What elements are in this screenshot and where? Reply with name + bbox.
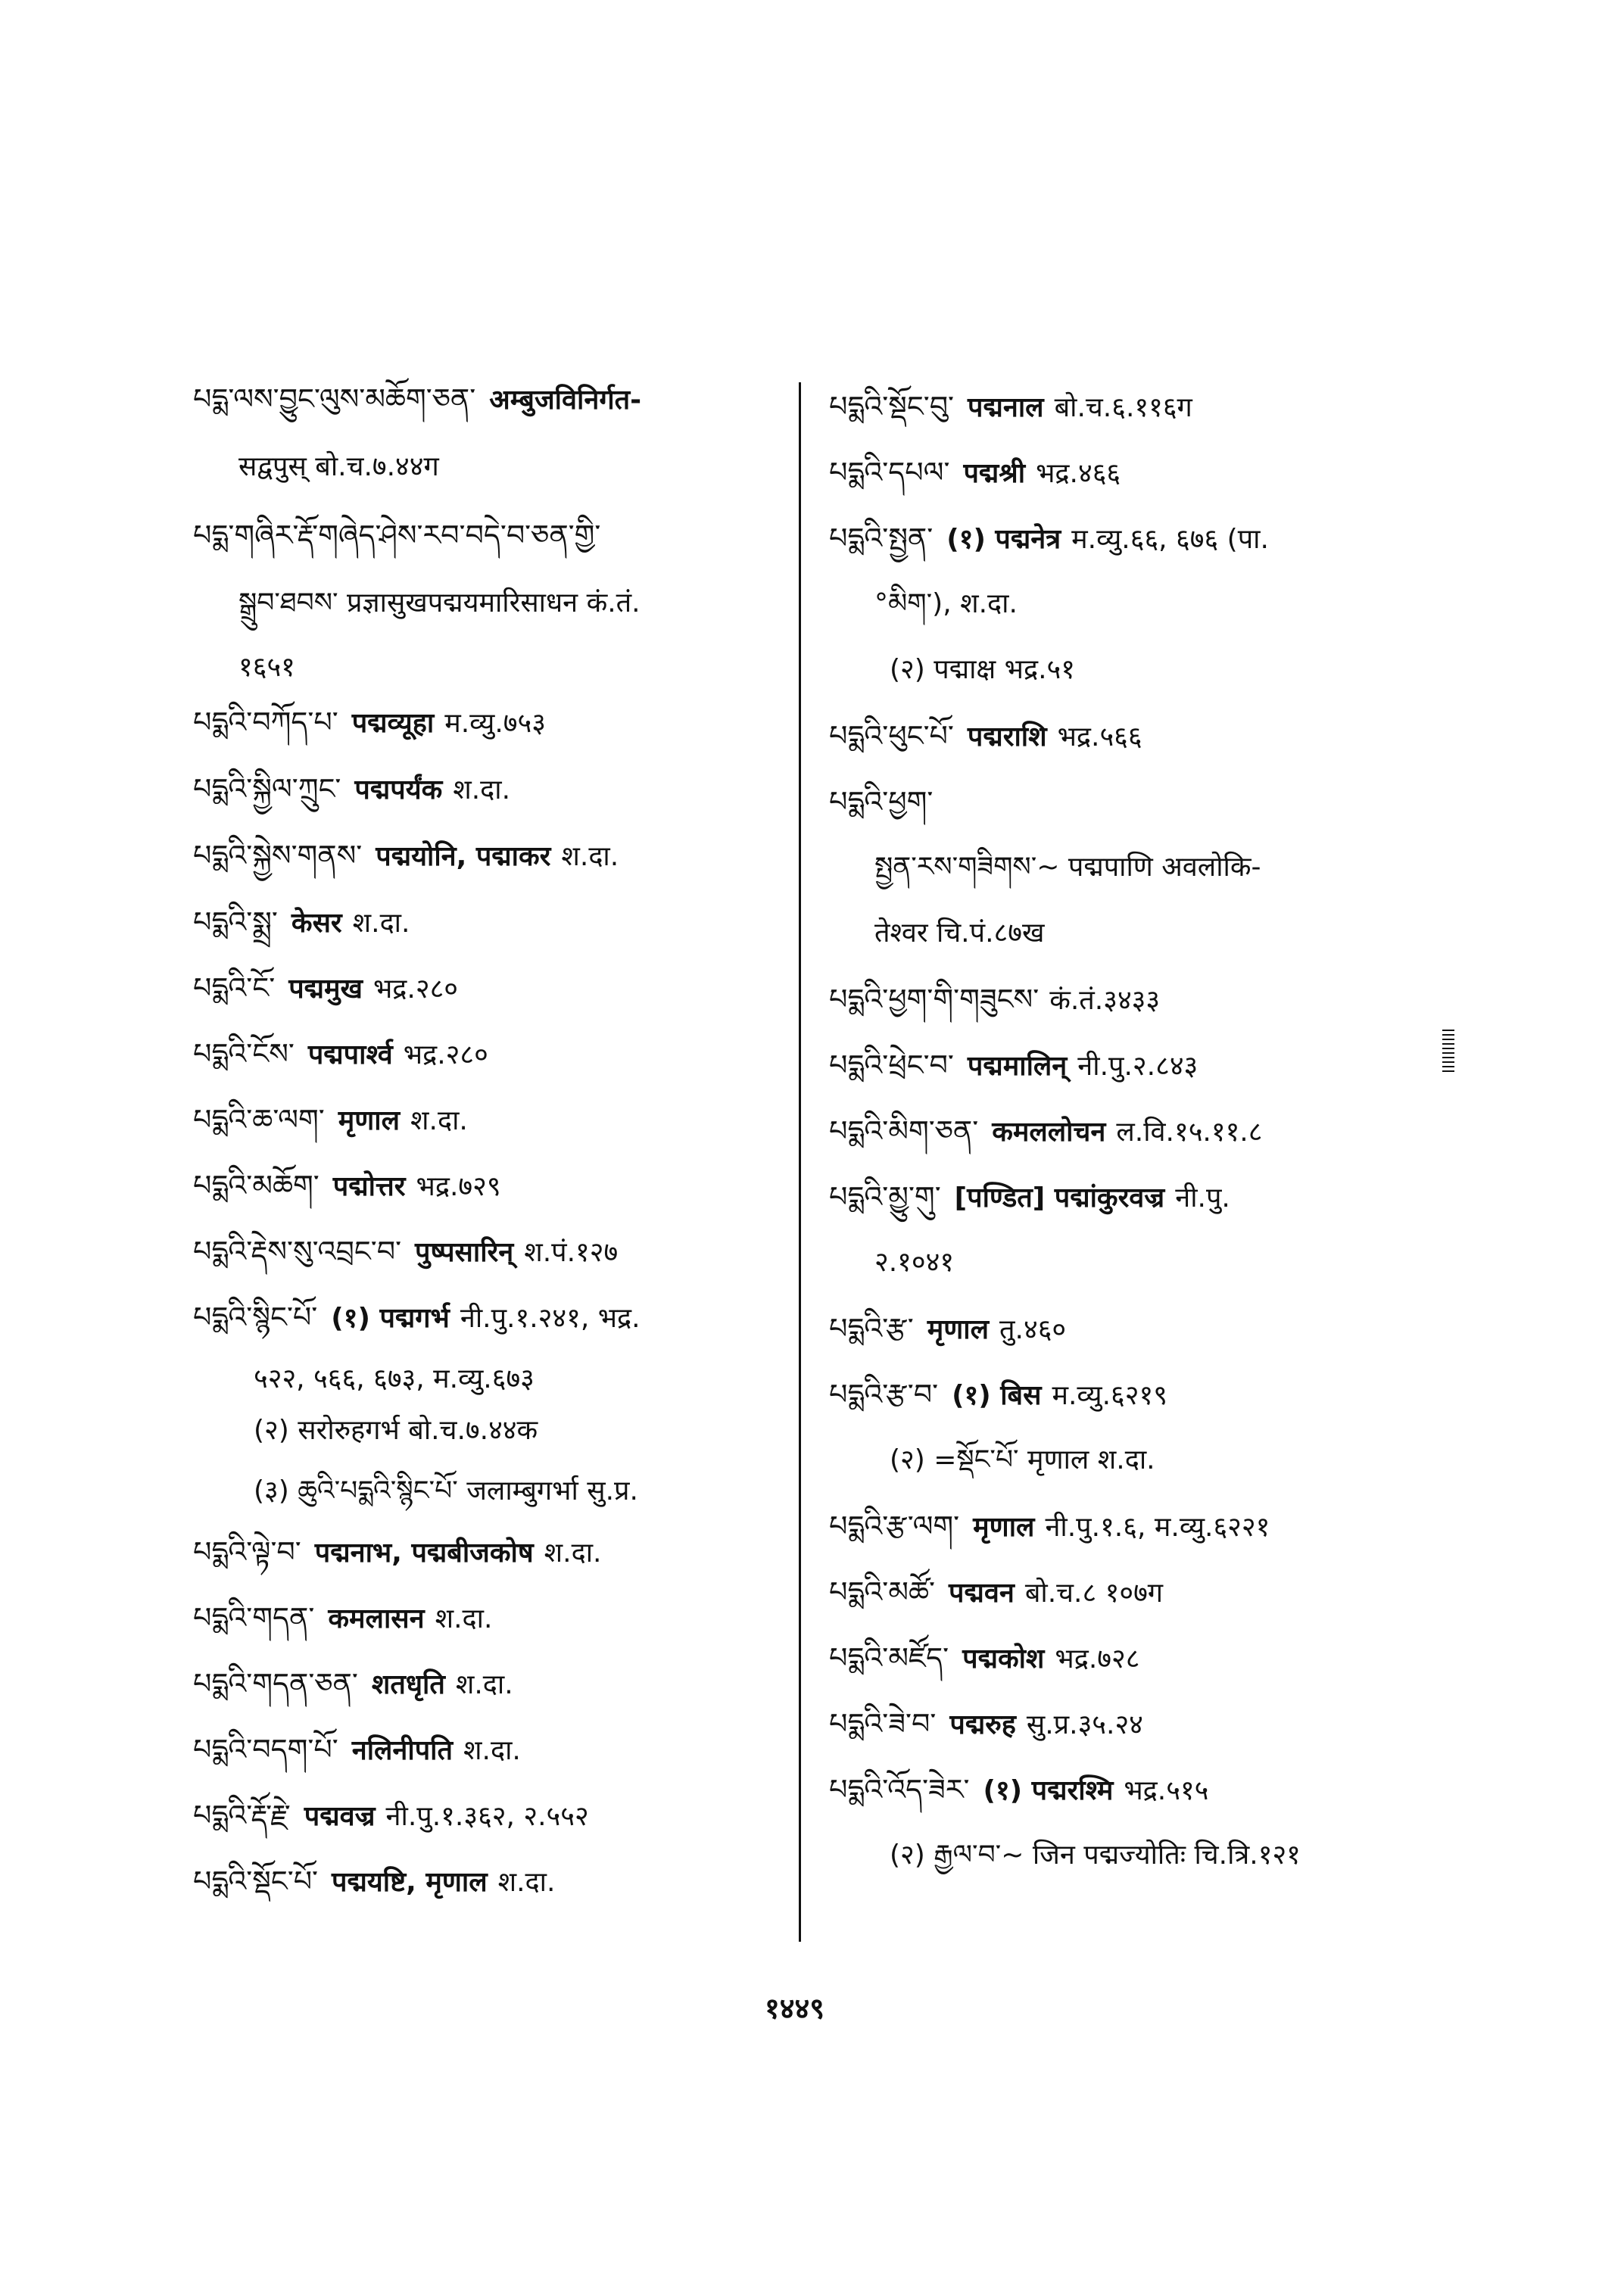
dictionary-entry <box>829 785 933 820</box>
source-reference: भद्र.५१५ <box>1124 1775 1209 1806</box>
dictionary-entry <box>193 839 619 874</box>
tibetan-headword: པདྨའི་ཟེ་བ་ <box>829 1707 937 1740</box>
sanskrit-equivalent: पद्मपर्यंक <box>354 774 443 805</box>
source-reference: भद्र.२८० <box>373 974 459 1005</box>
source-reference: सु.प्र.३५.२४ <box>1026 1709 1143 1740</box>
dictionary-entry <box>193 1103 468 1138</box>
tibetan-headword: པདྨའི་ངོ་ <box>193 971 276 1005</box>
entry-continuation: (३) ཆུའི་པདྨའི་སྙིང་པོ་ जलाम्बुगर्भा सु.प्र. <box>254 1475 638 1506</box>
tibetan-headword: པདྨའི་དཔལ་ <box>829 456 950 489</box>
dictionary-entry <box>193 905 410 940</box>
source-reference: श.दा. <box>453 774 511 805</box>
sanskrit-equivalent: (१) पद्मरश्मि <box>983 1775 1114 1806</box>
source-reference: म.व्यु.६६, ६७६ (पा. <box>1071 524 1269 555</box>
source-reference: म.व्यु.६२१९ <box>1052 1380 1167 1411</box>
dictionary-entry <box>829 1509 1270 1544</box>
tibetan-headword: པདྨའི་ཕུང་པོ་ <box>829 719 954 752</box>
source-reference: श.दा. <box>544 1537 602 1569</box>
dictionary-entry <box>193 971 458 1006</box>
tibetan-headword: པདྨའི་ངོས་ <box>193 1037 295 1070</box>
entry-continuation: सद्वपुस् बो.च.७.४४ग <box>238 451 439 482</box>
tibetan-headword: པདྨའི་མཛོད་ <box>829 1641 949 1675</box>
dictionary-entry <box>193 1037 488 1072</box>
tibetan-headword: པདྨའི་སྤྱན་ <box>829 522 934 555</box>
tibetan-headword: པདྨའི་བདག་པོ་ <box>193 1733 338 1766</box>
source-reference: म.व्यु.७५३ <box>444 708 546 739</box>
source-reference: श.दा. <box>410 1105 468 1136</box>
tibetan-headword: པདྨའི་ལྟེ་བ་ <box>193 1535 301 1569</box>
tibetan-headword: པདྨའི་འོད་ཟེར་ <box>829 1773 970 1806</box>
tibetan-headword: པདྨའི་མཆོག་ <box>193 1169 320 1202</box>
tibetan-headword: པདྨའི་རྩ་ལག་ <box>829 1509 960 1543</box>
sanskrit-equivalent: कमलासन <box>328 1603 425 1634</box>
entry-continuation: སྤྱན་རས་གཟིགས་~ पद्मपाणि अवलोकि- <box>874 852 1261 883</box>
dictionary-entry <box>193 772 510 807</box>
tibetan-headword: པདྨའི་མིག་ཅན་ <box>829 1114 979 1148</box>
tibetan-headword: པདྨ་གཞིར་རྡོ་གཞེད་ཤེས་རབ་བདེ་བ་ཅན་གྱི་ <box>193 519 601 552</box>
entry-continuation: ५२२, ५६६, ६७३, म.व्यु.६७३ <box>254 1363 535 1394</box>
sanskrit-equivalent: पद्मनाल <box>968 392 1044 423</box>
tibetan-headword: པདྨའི་སྐྱིལ་ཀྲུང་ <box>193 772 341 805</box>
tibetan-headword: པདྨའི་སྙིང་པོ་ <box>193 1301 318 1334</box>
dictionary-entry <box>829 1773 1208 1808</box>
sanskrit-equivalent: अम्बुजविनिर्गत- <box>489 385 642 416</box>
dictionary-entry <box>193 1301 641 1335</box>
dictionary-entry <box>193 1667 513 1702</box>
source-reference: भद्र.२८० <box>403 1039 488 1070</box>
entry-continuation: (२) सरोरुहगर्भ बो.च.७.४४क <box>254 1415 538 1446</box>
entry-continuation: སྒྲུབ་ཐབས་ प्रज्ञासुखपद्मयमारिसाधन कं.तं. <box>238 587 641 618</box>
source-reference: श.दा. <box>497 1867 556 1898</box>
sanskrit-equivalent: पद्मरुह <box>949 1709 1016 1740</box>
entry-continuation: (२) पद्माक्ष भद्र.५१ <box>890 654 1075 685</box>
tibetan-headword: པདྨའི་ཕྲེང་བ་ <box>829 1048 954 1082</box>
tibetan-headword: པདྨ་ལས་བྱུང་ལུས་མཆོག་ཅན་ <box>193 382 476 416</box>
sanskrit-equivalent: पद्मयष्टि, मृणाल <box>332 1867 488 1898</box>
sanskrit-equivalent: पद्मोत्तर <box>332 1171 406 1202</box>
dictionary-entry <box>193 1601 492 1636</box>
source-reference: श.दा. <box>561 841 619 872</box>
sanskrit-equivalent: पद्मवन <box>949 1578 1015 1609</box>
source-reference: श.दा. <box>463 1735 521 1766</box>
dictionary-entry <box>193 1865 555 1899</box>
entry-continuation: १६५१ <box>238 652 295 683</box>
source-reference: श.दा. <box>455 1669 513 1700</box>
tibetan-headword: པདྨའི་གདན་ <box>193 1601 315 1634</box>
sanskrit-equivalent: (१) पद्मगर्भ <box>331 1303 450 1334</box>
sanskrit-equivalent: शतधृति <box>371 1669 445 1700</box>
source-reference: श.दा. <box>352 908 410 939</box>
sanskrit-equivalent: पद्मयोनि, पद्माकर <box>376 841 551 872</box>
tibetan-headword: པདྨའི་ཆ་ལག་ <box>193 1103 325 1136</box>
tibetan-headword: པདྨའི་ཕྱག་གི་གཟུངས་ <box>829 983 1040 1016</box>
entry-continuation: °མིག་), श.दा. <box>874 588 1018 619</box>
source-reference: नी.पु.१.३६२, २.५५२ <box>385 1801 589 1832</box>
source-reference: नी.पु.२.८४३ <box>1077 1051 1199 1082</box>
dictionary-entry <box>829 1114 1262 1149</box>
source-reference: नी.पु. <box>1175 1182 1230 1213</box>
dictionary-entry <box>829 522 1269 556</box>
tibetan-headword: པདྨའི་གདན་ཅན་ <box>193 1667 358 1700</box>
source-reference: नी.पु.१.६, म.व्यु.६२२१ <box>1045 1512 1270 1543</box>
sanskrit-equivalent: पद्मव्यूहा <box>351 708 435 739</box>
sanskrit-equivalent: (१) पद्मनेत्र <box>946 524 1061 555</box>
sanskrit-equivalent: पद्ममुख <box>288 974 363 1005</box>
sanskrit-equivalent: पद्मपार्श्व <box>307 1039 393 1070</box>
source-reference: भद्र.७२९ <box>416 1171 501 1202</box>
source-reference: कं.तं.३४३३ <box>1049 985 1161 1016</box>
sanskrit-equivalent: पद्मकोश <box>962 1643 1045 1675</box>
tibetan-headword: པདྨའི་རྩ་བ་ <box>829 1378 939 1411</box>
sanskrit-equivalent: [पण्डित] पद्मांकुरवज्र <box>954 1182 1165 1213</box>
dictionary-entry <box>193 1169 501 1204</box>
tibetan-headword: པདྨའི་བཀོད་པ་ <box>193 706 338 739</box>
tibetan-headword: པདྨའི་སྡོང་བུ་ <box>829 390 955 423</box>
tibetan-headword: པདྨའི་ཕྱག་ <box>829 785 934 818</box>
dictionary-entry <box>829 456 1121 491</box>
sanskrit-equivalent: पुष्पसारिन् <box>415 1237 514 1268</box>
dictionary-entry <box>193 1733 521 1768</box>
tibetan-headword: པདྨའི་མཚོ་ <box>829 1575 935 1609</box>
tibetan-headword: པདྨའི་སྨྲ་ <box>193 905 278 939</box>
dictionary-entry <box>829 1575 1163 1610</box>
dictionary-entry <box>193 382 641 417</box>
page-number: १४४९ <box>765 1992 825 2025</box>
dictionary-entry <box>829 1641 1139 1676</box>
sanskrit-equivalent: पद्मवज्र <box>304 1801 376 1832</box>
source-reference: श.पं.१२७ <box>524 1237 619 1268</box>
source-reference: भद्र.४६६ <box>1036 458 1121 489</box>
source-reference: भद्र.७२८ <box>1055 1643 1140 1675</box>
dictionary-entry <box>193 1235 618 1270</box>
tibetan-headword: པདྨའི་སྐྱེས་གནས་ <box>193 839 363 872</box>
sanskrit-equivalent: पद्मराशि <box>967 721 1047 752</box>
dictionary-entry <box>829 1378 1167 1413</box>
source-reference: ल.वि.१५.११.८ <box>1116 1117 1263 1148</box>
source-reference: बो.च.८ १०७ग <box>1024 1578 1164 1609</box>
sanskrit-equivalent: मृणाल <box>338 1105 401 1136</box>
sanskrit-equivalent: कमललोचन <box>992 1117 1106 1148</box>
source-reference: बो.च.६.११६ग <box>1054 392 1192 423</box>
sanskrit-equivalent: पद्मश्री <box>963 458 1026 489</box>
dictionary-entry <box>829 1707 1143 1742</box>
source-reference: नी.पु.१.२४१, भद्र. <box>460 1303 641 1334</box>
column-divider <box>799 382 801 1942</box>
dictionary-entry <box>193 1535 601 1570</box>
tibetan-headword: པདྨའི་སྡོང་པོ་ <box>193 1865 319 1898</box>
tibetan-headword: པདྨའི་རྡེས་སུ་འབྲང་བ་ <box>193 1235 402 1268</box>
source-reference: तु.४६० <box>999 1314 1067 1345</box>
entry-continuation: (२) =སྡོང་པོ་ मृणाल श.दा. <box>890 1444 1155 1475</box>
tibetan-headword: པདྨའི་མྱུ་གུ་ <box>829 1180 941 1213</box>
dictionary-entry <box>829 1180 1230 1215</box>
sanskrit-equivalent: केसर <box>291 908 342 939</box>
entry-continuation: तेश्वर चि.पं.८७ख <box>874 918 1045 949</box>
dictionary-entry <box>193 706 546 740</box>
source-reference: श.दा. <box>435 1603 493 1634</box>
dictionary-entry <box>829 390 1192 425</box>
dictionary-entry <box>193 1799 589 1833</box>
sanskrit-equivalent: पद्मनाभ, पद्मबीजकोष <box>314 1537 534 1569</box>
dictionary-entry <box>829 1048 1198 1083</box>
sanskrit-equivalent: पद्ममालिन् <box>967 1051 1068 1082</box>
sanskrit-equivalent: (१) बिस <box>952 1380 1042 1411</box>
dictionary-entry <box>829 719 1142 754</box>
entry-continuation: २.१०४१ <box>874 1247 955 1278</box>
sanskrit-equivalent: नलिनीपति <box>351 1735 454 1766</box>
dictionary-entry <box>193 519 600 553</box>
source-reference: भद्र.५६६ <box>1057 721 1142 752</box>
tibetan-headword: པདྨའི་རྩ་ <box>829 1312 914 1345</box>
sanskrit-equivalent: मृणाल <box>927 1314 990 1345</box>
dictionary-entry <box>829 983 1160 1017</box>
dictionary-entry <box>829 1312 1066 1347</box>
tibetan-headword: པདྨའི་རྡོ་རྗེ་ <box>193 1799 291 1832</box>
margin-mark <box>1442 1030 1454 1075</box>
sanskrit-equivalent: मृणाल <box>973 1512 1035 1543</box>
entry-continuation: (२) རྒྱལ་བ་~ जिन पद्मज्योतिः चि.त्रि.१२१ <box>890 1840 1301 1871</box>
